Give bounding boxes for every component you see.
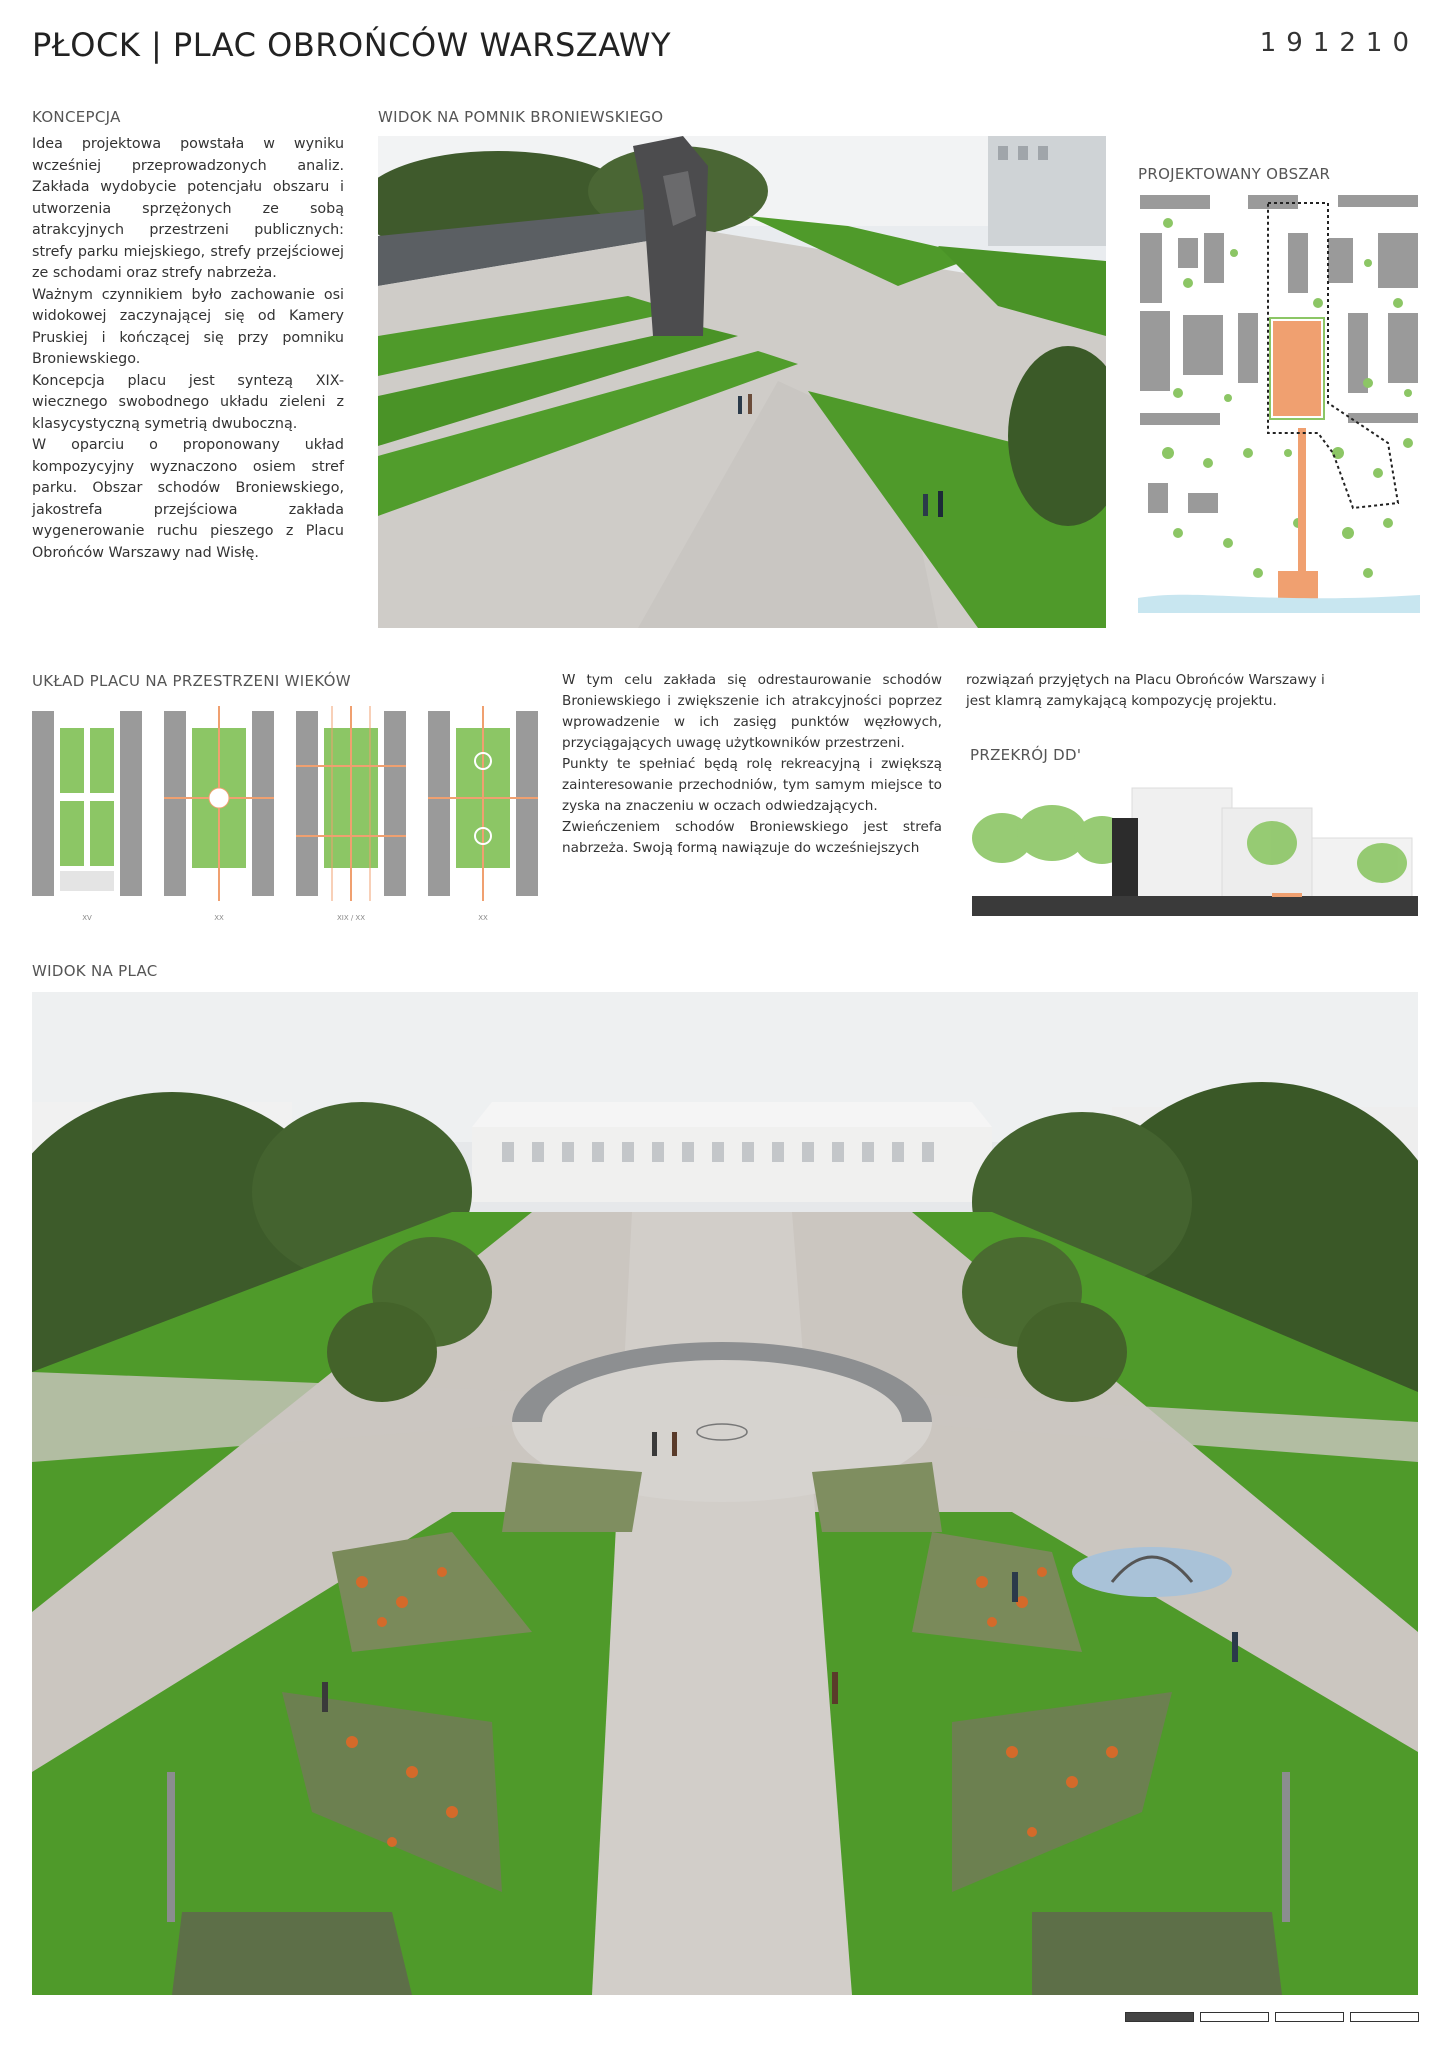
concept-paragraph: Ważnym czynnikiem było zachowanie osi widokowej zaczynającej się od Kamery Pruskiej i kończącej się przy pomniku Broniewskiego. — [32, 286, 344, 367]
middle-paragraph: W tym celu zakłada się odrestaurowanie schodów Broniewskiego i zwiększenie ich atrakcyjności poprzez wprowadzenie w ich zasięg punktów węzłowych, przyciągających uwagę użytkowników przestrzeni. — [562, 672, 942, 751]
ages-diagrams — [32, 706, 552, 931]
square-render — [32, 992, 1418, 1995]
concept-heading: KONCEPCJA — [32, 108, 121, 126]
monument-render — [378, 136, 1106, 628]
concept-text — [32, 134, 344, 564]
page-indicator — [1125, 2012, 1419, 2022]
ages-heading: UKŁAD PLACU NA PRZESTRZENI WIEKÓW — [32, 672, 351, 690]
project-area-heading: PROJEKTOWANY OBSZAR — [1138, 165, 1331, 183]
section-drawing — [972, 778, 1418, 916]
middle-text — [562, 670, 942, 859]
age-diagram — [32, 706, 142, 901]
square-view-heading: WIDOK NA PLAC — [32, 962, 158, 980]
middle-paragraph: Zwieńczeniem schodów Broniewskiego jest strefa nabrzeża. Swoją formą nawiązuje do wcześniejszych — [562, 819, 942, 856]
age-diagram — [164, 706, 274, 901]
age-label: XV — [82, 914, 92, 922]
page-indicator-segment — [1200, 2012, 1269, 2022]
section-heading: PRZEKRÓJ DD' — [970, 746, 1082, 764]
concept-paragraph: Koncepcja placu jest syntezą XIX-wiecznego swobodnego układu zieleni z klasycystyczną symetrią dwuboczną. — [32, 372, 344, 432]
concept-paragraph: W oparciu o proponowany układ kompozycyjny wyznaczono osiem stref parku. Obszar schodów Broniewskiego, jakostrefa przejściowa zakłada wygenerowanie ruchu pieszego z Placu Obrońców Warszawy nad Wisłę. — [32, 437, 344, 561]
monument-view-heading: WIDOK NA POMNIK BRONIEWSKIEGO — [378, 108, 664, 126]
middle-paragraph: Punkty te spełniać będą rolę rekreacyjną i zwiększą zainteresowanie przechodniów, tym samym miejsce to zyska na znaczeniu w oczach odwiedzających. — [562, 756, 942, 814]
age-diagram — [296, 706, 406, 901]
age-label: XX — [214, 914, 224, 922]
age-label: XX — [478, 914, 488, 922]
page-indicator-segment — [1275, 2012, 1344, 2022]
project-code: 191210 — [1259, 28, 1419, 58]
concept-paragraph: Idea projektowa powstała w wyniku wcześniej przeprowadzonych analiz. Zakłada wydobycie potencjału obszaru i utworzenia sprzężonych ze sobą atrakcyjnych przestrzeni publicznych: strefy parku miejskiego, strefy przejściowej ze schodami oraz strefy nabrzeża. — [32, 136, 344, 281]
right-text: rozwiązań przyjętych na Placu Obrońców Warszawy i jest klamrą zamykającą kompozycję projektu. — [966, 672, 1325, 709]
page-indicator-segment — [1350, 2012, 1419, 2022]
page-indicator-segment — [1125, 2012, 1194, 2022]
project-area-map — [1138, 193, 1420, 613]
page-title: PŁOCK | PLAC OBROŃCÓW WARSZAWY — [32, 26, 672, 64]
age-diagram — [428, 706, 538, 901]
age-label: XIX / XX — [336, 914, 366, 922]
